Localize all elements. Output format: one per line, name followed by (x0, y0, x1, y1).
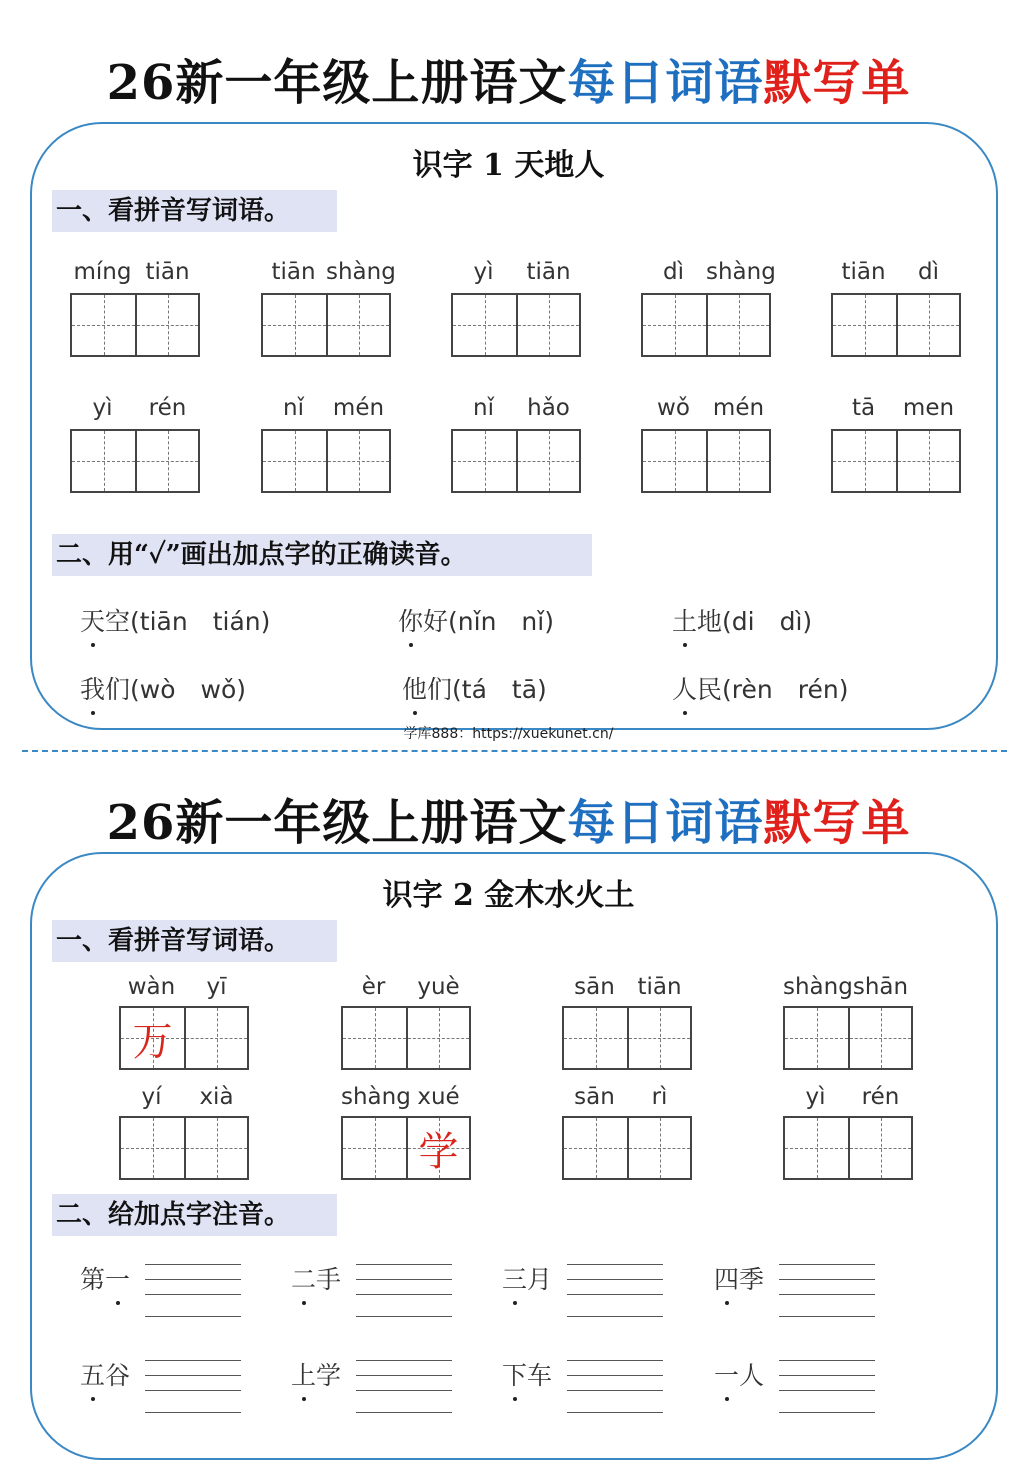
word-cell (119, 974, 249, 1070)
pronunciation-choice (398, 602, 554, 638)
answer-lines[interactable] (145, 1358, 241, 1414)
answer-lines[interactable] (567, 1262, 663, 1318)
tianzige-box[interactable] (564, 1008, 627, 1068)
word-cell (341, 1084, 471, 1180)
character: 第 (80, 1265, 106, 1294)
character: 四 (714, 1260, 739, 1296)
tianzige-box[interactable] (135, 295, 198, 355)
page-title-2 (0, 784, 1017, 853)
emphasis-dot (409, 643, 413, 647)
pinyin-label: shàng (326, 259, 396, 285)
tianzige-box[interactable] (706, 431, 769, 491)
phonetic-item (291, 1356, 341, 1392)
title-blue-text: 每日词语 (567, 795, 764, 851)
emphasis-dot (91, 711, 95, 715)
tianzige-box[interactable] (406, 1118, 469, 1178)
pinyin-label: èr (361, 974, 386, 1000)
dotted-character: 土 (672, 602, 697, 638)
character: 学 (316, 1361, 342, 1390)
pinyin-label: xià (199, 1084, 234, 1110)
answer-lines[interactable] (356, 1262, 452, 1318)
pinyin-label: yí (141, 1084, 162, 1110)
pinyin-label: rén (861, 1084, 900, 1110)
pinyin-label: tiān (145, 259, 190, 285)
phonetic-item (80, 1356, 130, 1392)
word-cell (119, 1084, 249, 1180)
example-character: 万 (132, 1018, 173, 1065)
tianzige-box[interactable] (516, 431, 579, 491)
tianzige-box[interactable] (706, 295, 769, 355)
tianzige-box[interactable] (627, 1118, 690, 1178)
pinyin-label: yì (805, 1084, 826, 1110)
pinyin-options[interactable]: (rèn rén) (722, 675, 849, 704)
phonetic-item (80, 1260, 130, 1296)
character: 民 (697, 675, 723, 704)
phonetic-item (502, 1260, 552, 1296)
word-cell (562, 1084, 692, 1180)
character: 们 (427, 675, 453, 704)
pronunciation-choice (672, 670, 848, 706)
tianzige-box[interactable] (72, 295, 135, 355)
pinyin-label: yī (206, 974, 227, 1000)
emphasis-dot (91, 1397, 95, 1401)
word-cell (70, 395, 200, 493)
page-title-1 (0, 44, 1017, 113)
pinyin-label: tiān (271, 259, 316, 285)
tianzige-box[interactable] (72, 431, 135, 491)
pinyin-label: yì (92, 395, 113, 421)
pinyin-label: míng (73, 259, 132, 285)
title-black-text: 26新一年级上册语文 (106, 55, 568, 111)
pinyin-label: men (902, 395, 955, 421)
dotted-character: 人 (672, 670, 697, 706)
phonetic-item (714, 1260, 764, 1296)
pinyin-options[interactable]: (wò wǒ) (130, 675, 247, 704)
word-cell (261, 395, 391, 493)
pinyin-label: dì (918, 259, 939, 285)
tianzige-box[interactable] (263, 431, 326, 491)
dotted-character: 我 (80, 670, 105, 706)
tianzige-pair (341, 1006, 471, 1070)
pinyin-label: nǐ (283, 395, 304, 421)
tianzige-box[interactable] (516, 295, 579, 355)
title-red-text: 默写单 (763, 55, 911, 111)
character: 们 (105, 675, 131, 704)
lesson-2-title: 识字 2 金木水火土 (382, 878, 635, 913)
tianzige-pair (831, 293, 961, 357)
tianzige-box[interactable] (135, 431, 198, 491)
character: 三 (502, 1260, 527, 1296)
character: 人 (739, 1361, 765, 1390)
pinyin-label: nǐ (473, 395, 494, 421)
word-cell (783, 1084, 913, 1180)
emphasis-dot (725, 1397, 729, 1401)
emphasis-dot (413, 711, 417, 715)
emphasis-dot (725, 1301, 729, 1305)
character: 空 (105, 607, 131, 636)
emphasis-dot (302, 1301, 306, 1305)
pinyin-label: rì (651, 1084, 668, 1110)
pinyin-label: wàn (127, 974, 176, 1000)
pinyin-label: hǎo (527, 395, 570, 421)
tianzige-box[interactable] (785, 1008, 848, 1068)
tianzige-pair (562, 1116, 692, 1180)
character: 下 (502, 1356, 527, 1392)
dotted-character: 你 (398, 602, 423, 638)
pinyin-label: tā (851, 395, 876, 421)
answer-lines[interactable] (779, 1262, 875, 1318)
tianzige-box[interactable] (643, 295, 706, 355)
pinyin-label: shàng (783, 974, 853, 1000)
word-cell (341, 974, 471, 1070)
emphasis-dot (302, 1397, 306, 1401)
tianzige-box[interactable] (326, 295, 389, 355)
character: 二 (291, 1260, 316, 1296)
pinyin-label: mén (332, 395, 385, 421)
tianzige-pair (341, 1116, 471, 1180)
word-cell (641, 395, 771, 493)
character: 地 (697, 607, 723, 636)
tianzige-pair (451, 429, 581, 493)
tianzige-box[interactable] (343, 1008, 406, 1068)
pinyin-label: shàng (706, 259, 776, 285)
word-cell (783, 974, 913, 1070)
pinyin-options[interactable]: (tiān tián) (130, 607, 271, 636)
phonetic-item (714, 1356, 764, 1392)
example-character: 学 (418, 1128, 459, 1175)
emphasis-dot (513, 1397, 517, 1401)
pinyin-label: shàng (341, 1084, 411, 1110)
lesson-1-section-1-heading: 一、看拼音写词语。 (52, 190, 337, 232)
tianzige-box[interactable] (848, 1118, 911, 1178)
tianzige-box[interactable] (564, 1118, 627, 1178)
character: 谷 (105, 1361, 131, 1390)
title-black-text: 26新一年级上册语文 (106, 795, 568, 851)
lesson-2-section-1-heading: 一、看拼音写词语。 (52, 920, 337, 962)
page-separator (22, 750, 1007, 752)
tianzige-pair (70, 429, 200, 493)
title-blue-text: 每日词语 (567, 55, 764, 111)
pinyin-options[interactable]: (nǐn nǐ) (448, 607, 554, 636)
pinyin-label: sān (574, 974, 615, 1000)
answer-lines[interactable] (779, 1358, 875, 1414)
answer-lines[interactable] (356, 1358, 452, 1414)
tianzige-box[interactable] (343, 1118, 406, 1178)
tianzige-pair (562, 1006, 692, 1070)
tianzige-pair (783, 1006, 913, 1070)
character: 一 (714, 1356, 739, 1392)
tianzige-box[interactable] (453, 431, 516, 491)
lesson-2-section-2-heading: 二、给加点字注音。 (52, 1194, 337, 1236)
pinyin-label: mén (712, 395, 765, 421)
tianzige-box[interactable] (643, 431, 706, 491)
pinyin-label: rén (148, 395, 187, 421)
tianzige-pair (119, 1006, 249, 1070)
phonetic-item (502, 1356, 552, 1392)
word-cell (451, 395, 581, 493)
word-cell (641, 259, 776, 357)
pinyin-label: shān (852, 974, 909, 1000)
tianzige-pair (261, 429, 391, 493)
pinyin-label: tiān (637, 974, 682, 1000)
character: 车 (527, 1361, 553, 1390)
word-cell (831, 259, 961, 357)
pinyin-label: tiān (841, 259, 886, 285)
lesson-1-section-2-heading: 二、用“✓”画出加点字的正确读音。 (52, 534, 592, 576)
tianzige-box[interactable] (896, 295, 959, 355)
tianzige-pair (70, 293, 200, 357)
tianzige-box[interactable] (453, 295, 516, 355)
tianzige-box[interactable] (833, 431, 896, 491)
dotted-character: 天 (80, 602, 105, 638)
emphasis-dot (116, 1301, 120, 1305)
emphasis-dot (683, 643, 687, 647)
character: 五 (80, 1356, 105, 1392)
character: 一 (105, 1260, 130, 1296)
tianzige-pair (451, 293, 581, 357)
tianzige-box[interactable] (263, 295, 326, 355)
tianzige-box[interactable] (833, 295, 896, 355)
tianzige-box[interactable] (326, 431, 389, 491)
word-cell (831, 395, 961, 493)
tianzige-pair (641, 429, 771, 493)
dotted-character: 他 (402, 670, 427, 706)
pinyin-label: yì (473, 259, 494, 285)
lesson-1-title: 识字 1 天地人 (412, 148, 605, 183)
tianzige-pair (119, 1116, 249, 1180)
tianzige-pair (831, 429, 961, 493)
character: 好 (423, 607, 449, 636)
word-cell (562, 974, 692, 1070)
pinyin-label: tiān (526, 259, 571, 285)
word-cell (261, 259, 396, 357)
pronunciation-choice (402, 670, 547, 706)
character: 季 (739, 1265, 765, 1294)
tianzige-pair (641, 293, 771, 357)
character: 上 (291, 1356, 316, 1392)
title-red-text: 默写单 (763, 795, 911, 851)
pinyin-label: xué (417, 1084, 460, 1110)
word-cell (70, 259, 200, 357)
emphasis-dot (683, 711, 687, 715)
pinyin-options[interactable]: (tá tā) (452, 675, 547, 704)
emphasis-dot (513, 1301, 517, 1305)
site-footer: 学库888：https://xuekunet.cn/ (403, 726, 614, 742)
tianzige-box[interactable] (848, 1008, 911, 1068)
pinyin-label: yuè (417, 974, 460, 1000)
pinyin-label: dì (663, 259, 684, 285)
pronunciation-choice (80, 670, 246, 706)
tianzige-pair (783, 1116, 913, 1180)
phonetic-item (291, 1260, 341, 1296)
answer-lines[interactable] (567, 1358, 663, 1414)
answer-lines[interactable] (145, 1262, 241, 1318)
tianzige-box[interactable] (184, 1118, 247, 1178)
pronunciation-choice (672, 602, 812, 638)
tianzige-box[interactable] (785, 1118, 848, 1178)
tianzige-box[interactable] (121, 1118, 184, 1178)
tianzige-box[interactable] (406, 1008, 469, 1068)
tianzige-box[interactable] (121, 1008, 184, 1068)
tianzige-box[interactable] (627, 1008, 690, 1068)
word-cell (451, 259, 581, 357)
tianzige-box[interactable] (184, 1008, 247, 1068)
character: 月 (527, 1265, 553, 1294)
emphasis-dot (91, 643, 95, 647)
character: 手 (316, 1265, 342, 1294)
tianzige-box[interactable] (896, 431, 959, 491)
pinyin-options[interactable]: (di dì) (722, 607, 813, 636)
pronunciation-choice (80, 602, 270, 638)
pinyin-label: wǒ (657, 395, 690, 421)
pinyin-label: sān (574, 1084, 615, 1110)
tianzige-pair (261, 293, 391, 357)
